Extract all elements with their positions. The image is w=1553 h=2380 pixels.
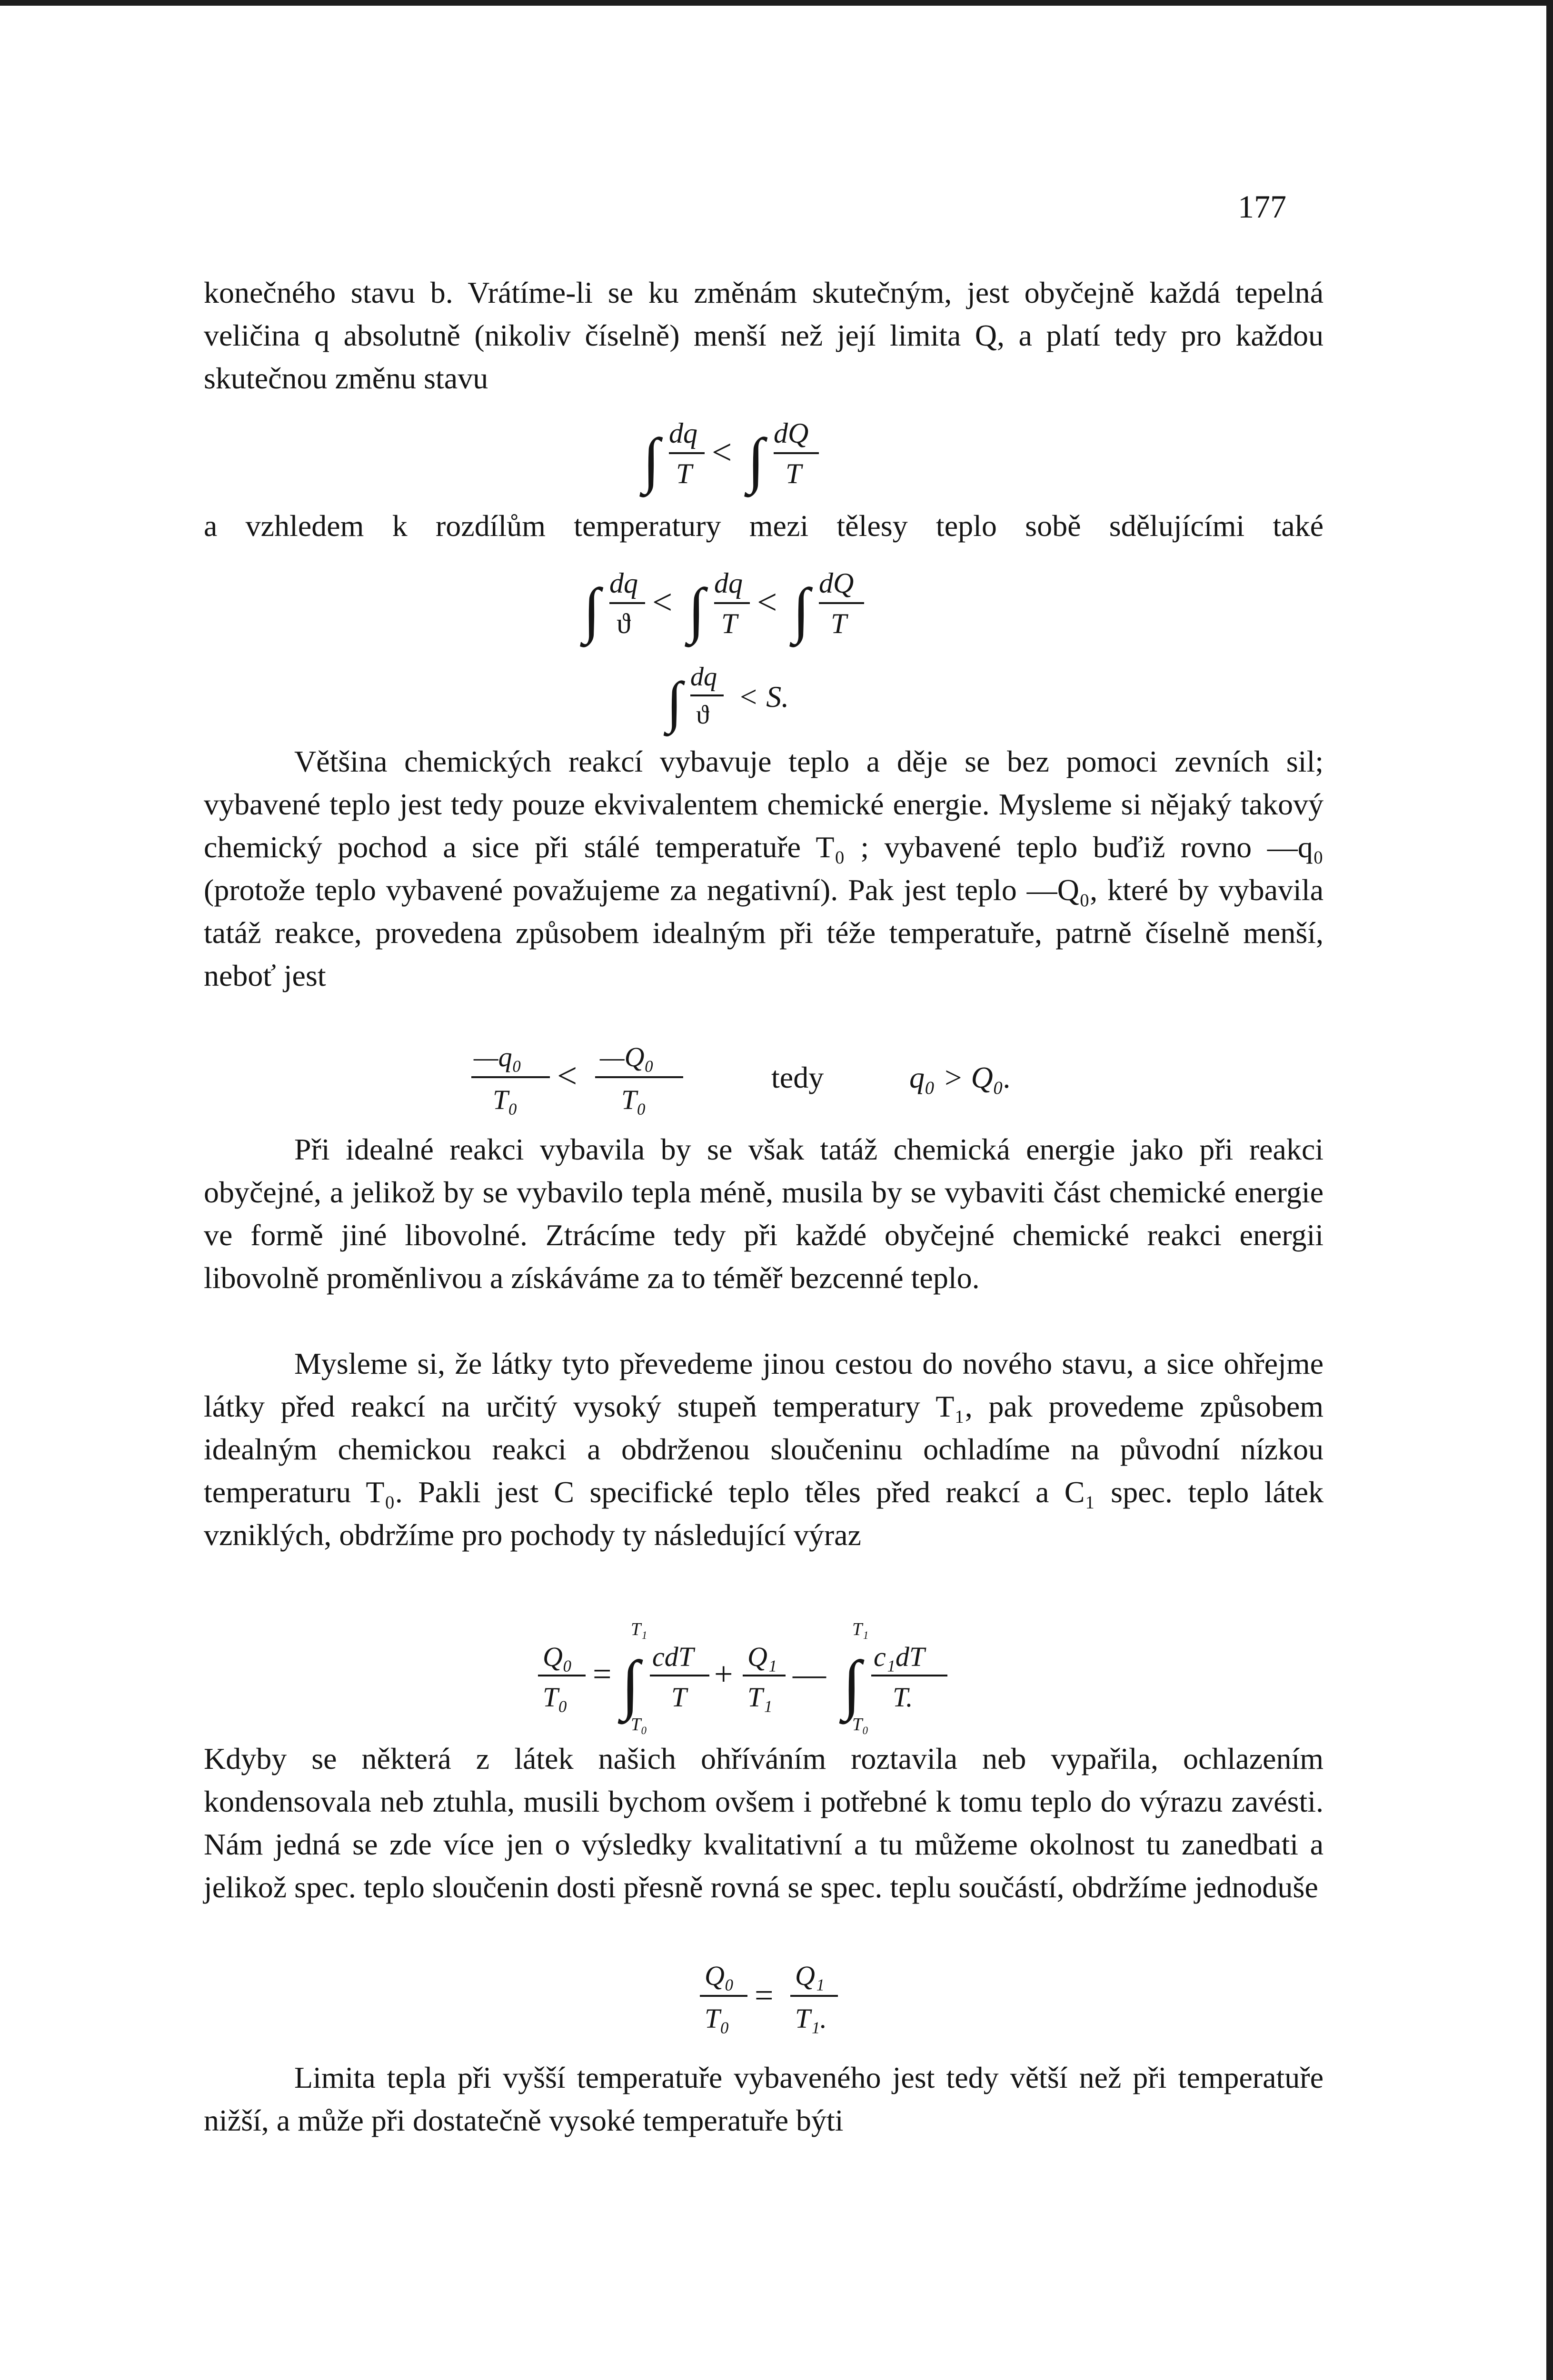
less-than: < (557, 1056, 577, 1096)
upper-limit: T₁ (631, 1619, 647, 1639)
scan-edge-top (0, 0, 1553, 6)
denominator: T₀ (493, 1084, 518, 1115)
paragraph-text: a vzhledem k rozdílům temperatury mezi tělesy teplo sobě sdělujícími také (204, 509, 1324, 543)
equation-integral-inequality-2 (583, 559, 964, 657)
equation-integral-inequality-1 (643, 409, 928, 507)
denominator: T₁. (795, 2003, 827, 2034)
integral-sign: ∫ (843, 1647, 861, 1721)
numerator: —Q₀ (600, 1041, 654, 1072)
less-than: < (712, 433, 732, 472)
numerator: dQ (819, 567, 854, 599)
integral-sign: ∫ (621, 1647, 640, 1721)
paragraph-text: konečného stavu b. Vrátíme-li se ku změnám skutečným, jest obyčejně každá tepelná veličina q absolutně (nikoliv číselně) menší než její limita Q, a platí tedy pro každou skutečnou změnu stavu (204, 276, 1324, 395)
integral-sign: ∫ (747, 426, 765, 495)
integral-sign: ∫ (793, 576, 810, 645)
paragraph-2 (204, 505, 1324, 547)
denominator: T (786, 458, 802, 489)
denominator: T. (893, 1682, 913, 1713)
denominator: T (676, 458, 692, 489)
equals: = (755, 1977, 774, 2014)
denominator: T₀ (621, 1084, 647, 1115)
numerator: Q₁ (795, 1960, 825, 1991)
paragraph-4 (204, 1128, 1324, 1299)
integral-sign: ∫ (667, 670, 682, 734)
lower-limit: T₀ (631, 1715, 647, 1735)
lower-limit: T₀ (852, 1715, 869, 1735)
equation-ratio-equality (700, 1954, 890, 2052)
numerator: dq (669, 417, 697, 449)
denominator: ϑ (617, 608, 631, 639)
denominator: T (831, 608, 847, 639)
numerator: c₁dT (874, 1641, 925, 1672)
denominator: T₁ (747, 1682, 773, 1713)
paragraph-text: Většina chemických reakcí vybavuje teplo a děje se bez pomoci zevních sil; vybavené teplo jest tedy pouze ekvivalentem chemické energie. Mysleme si nějaký takový chemický pochod a sice při stálé temperatuře T₀ ; vybavené teplo buďiž rovno —q₀ (protože teplo vybavené považujeme za negativní). Pak jest teplo —Q₀, které by vybavila tatáž reakce, provedena způsobem idealným při téže temperatuře, patrně číselně menší, neboť jest (204, 744, 1324, 992)
numerator: Q₀ (705, 1960, 735, 1991)
scan-edge-right (1546, 0, 1553, 2380)
paragraph-text: Mysleme si, že látky tyto převedeme jinou cestou do nového stavu, a sice ohřejme látky před reakcí na určitý vysoký stupeň temperatury T₁, pak provedeme způsobem idealným chemickou reakci a obdrženou sloučeninu ochladíme na původní nízkou temperaturu T₀. Pakli jest C specifické teplo těles před reakcí a C₁ spec. teplo látek vzniklých, obdržíme pro pochody ty následující výraz (204, 1347, 1324, 1552)
numerator: Q₀ (543, 1641, 573, 1672)
equation-limit-integral (538, 1614, 1062, 1740)
denominator: T₀ (543, 1682, 568, 1713)
word-tedy: tedy (771, 1061, 824, 1094)
paragraph-6 (204, 1737, 1324, 1909)
paragraph-text: Limita tepla při vyšší temperatuře vybaveného jest tedy větší než při temperatuře nižší, a může při dostatečně vysoké temperatuře býti (204, 2061, 1324, 2137)
numerator: Q₁ (747, 1641, 777, 1672)
less-than: < (652, 583, 673, 622)
paragraph-3 (204, 740, 1324, 997)
right-hand-side: < S. (738, 680, 789, 714)
result: q₀ > Q₀. (909, 1061, 1011, 1094)
equals: = (593, 1656, 612, 1693)
denominator: T₀ (705, 2003, 730, 2034)
paragraph-text: Kdyby se některá z látek našich ohříváním roztavila neb vypařila, ochlazením kondensovala neb ztuhla, musili bychom ovšem i potřebné k tomu teplo do výrazu zavésti. Nám jedná se zde více jen o výsledky kvalitativní a tu můžeme okolnost tu zanedbati a jelikož spec. teplo sloučenin dosti přesně rovná se spec. teplu součástí, obdržíme jednoduše (204, 1742, 1324, 1904)
paragraph-7 (204, 2056, 1324, 2142)
denominator: ϑ (696, 700, 709, 730)
numerator: dq (690, 662, 717, 692)
numerator: cdT (652, 1641, 694, 1672)
plus: + (714, 1656, 733, 1693)
denominator: T (671, 1682, 687, 1713)
numerator: dq (714, 567, 743, 599)
denominator: T (721, 608, 737, 639)
minus: — (793, 1656, 826, 1693)
upper-limit: T₁ (852, 1619, 869, 1639)
less-than: < (757, 583, 777, 622)
equation-heat-comparison (471, 1035, 1090, 1128)
paragraph-1 (204, 271, 1324, 400)
paragraph-5 (204, 1342, 1324, 1557)
paragraph-text: Při idealné reakci vybavila by se však tatáž chemická energie jako při reakci obyčejné, a jelikož by se vybavilo tepla méně, musila by se vybaviti část chemické energie ve formě jiné libovolné. Ztrácíme tedy při každé obyčejné chemické reakci energii libovolně proměnlivou a získáváme za to téměř bezcenné teplo. (204, 1132, 1324, 1295)
integral-sign: ∫ (583, 576, 600, 645)
equation-integral-entropy (667, 654, 905, 743)
numerator: dq (609, 567, 638, 599)
integral-sign: ∫ (688, 576, 705, 645)
integral-sign: ∫ (643, 426, 660, 495)
numerator: dQ (774, 417, 809, 449)
numerator: —q₀ (474, 1041, 522, 1072)
page-number: 177 (1238, 188, 1286, 225)
